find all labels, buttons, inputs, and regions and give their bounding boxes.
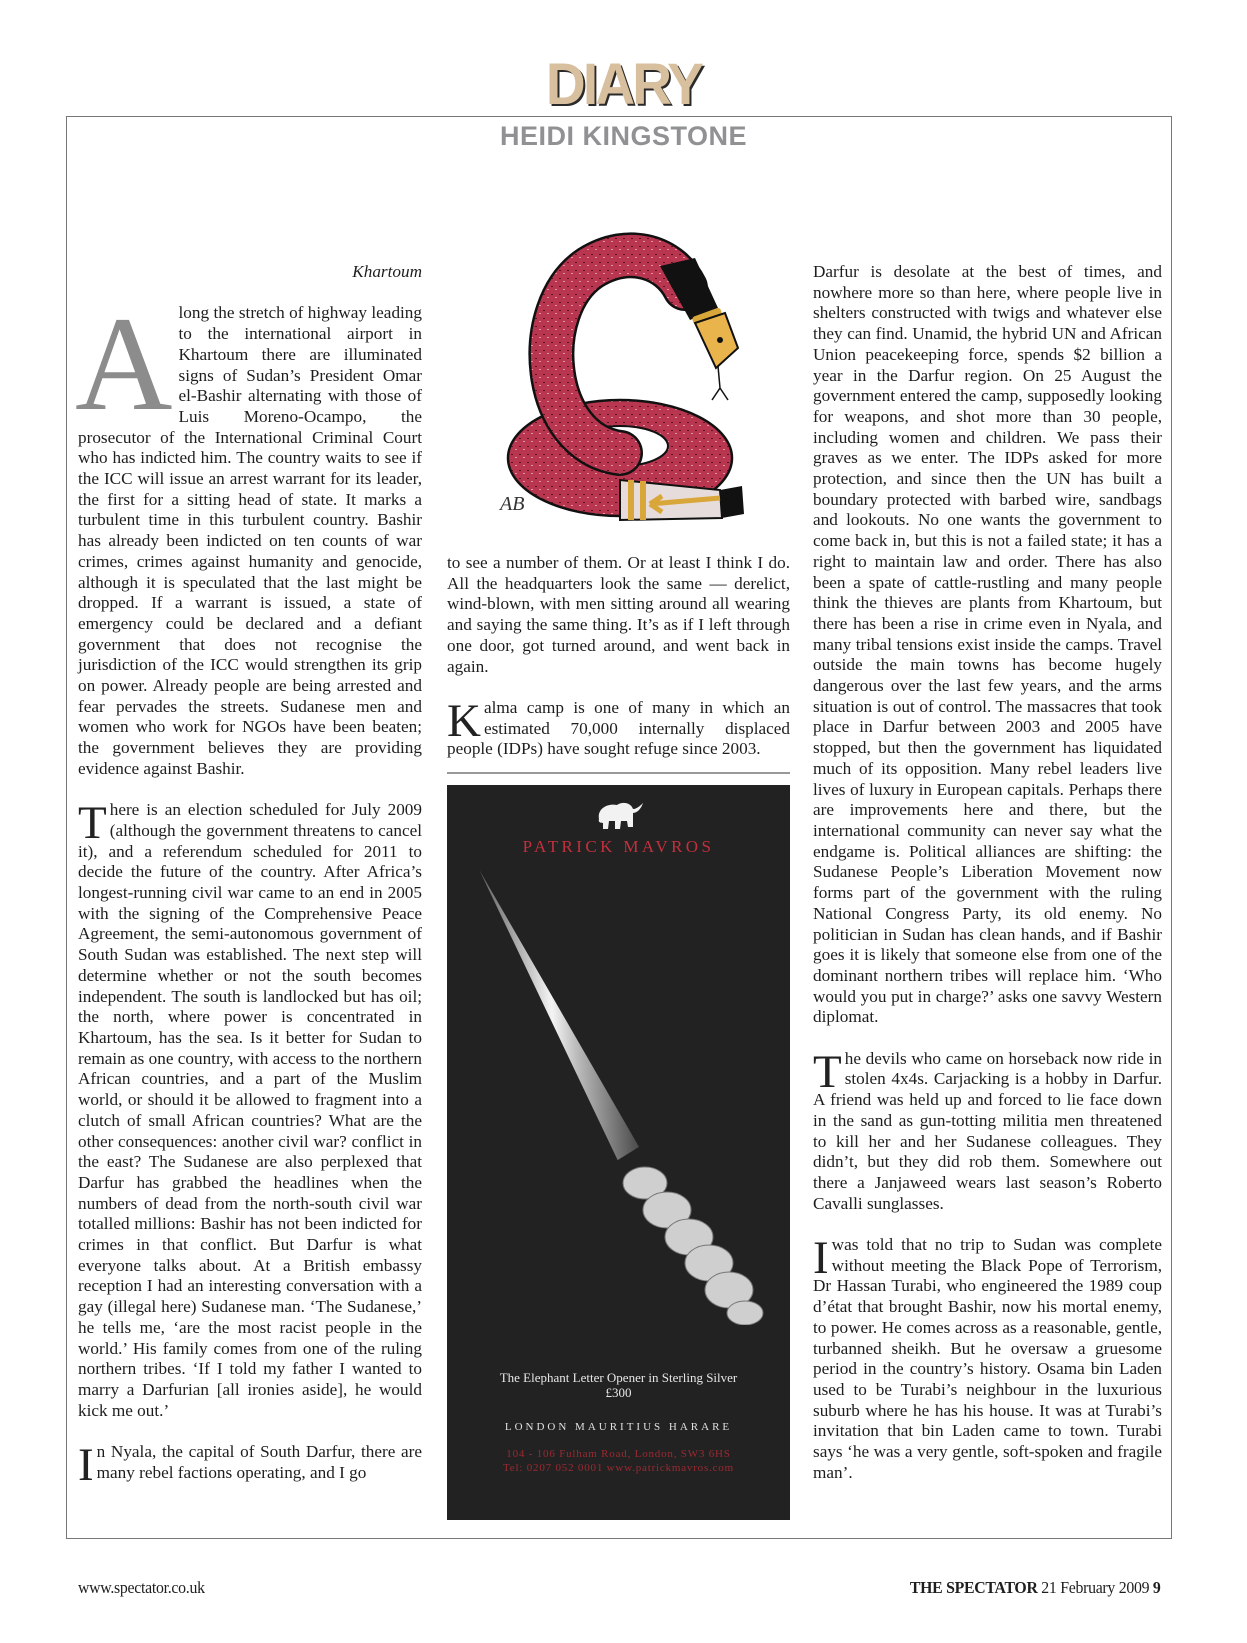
paragraph <box>813 1232 1162 1483</box>
letter-opener-image <box>477 865 777 1325</box>
article-column-1 <box>75 262 422 1492</box>
ad-brand: PATRICK MAVROS <box>522 837 715 856</box>
paragraph-text: alma camp is one of many in which an estimated 70,000 internally displaced people (IDPs) have sought refuge since 2003. <box>447 697 790 759</box>
section-title: DIARY <box>545 52 702 117</box>
elephant-icon <box>593 797 645 833</box>
drop-cap: T <box>78 797 107 850</box>
ad-cities: LONDON MAURITIUS HARARE <box>504 1421 733 1433</box>
author-byline: HEIDI KINGSTONE <box>499 121 748 151</box>
paragraph <box>78 797 422 1421</box>
ad-contact <box>447 1447 790 1475</box>
page-number: 9 <box>1153 1578 1161 1597</box>
ad-product-name: The Elephant Letter Opener in Sterling Silver <box>499 1370 738 1385</box>
footer-folio <box>910 1578 1161 1598</box>
paragraph-text: to see a number of them. Or at least I think I do. All the headquarters look the same — derelict, wind-blown, with men sitting around all wearing and saying the same thing. It’s as if I left through one door, got turned around, and went back in again. <box>447 553 790 676</box>
paragraph <box>78 1439 422 1492</box>
paragraph <box>75 290 422 779</box>
snake-tongue <box>712 366 728 400</box>
ad-price: £300 <box>605 1385 632 1400</box>
paragraph-text: long the stretch of highway leading to the international airport in Khartoum there are illuminated signs of Sudan’s President Omar el-Bashir alternating with those of Luis Moreno-Ocampo, the prosecutor of the International Criminal Court who has indicted him. The country waits to see if the ICC will issue an arrest warrant for its leader, the first for a sitting head of state. It marks a turbulent time in this turbulent country. Bashir has already been indicted on ten counts of war crimes, crimes against humanity and genocide, although it is speculated that the last might be dropped. If a warrant is issued, a state of emergency could be declared and a defiant government that does not recognise the jurisdiction of the ICC would strengthen its grip on power. Already people are being arrested and fear pervades the streets. Sudanese men and women who work for NGOs have been beaten; the government believes they are providing evidence against Bashir. <box>78 303 422 778</box>
paragraph <box>813 262 1162 1028</box>
issue-date: 21 February 2009 <box>1041 1578 1150 1597</box>
paragraph <box>447 694 790 760</box>
ad-product <box>447 1370 790 1400</box>
pen-snake-illustration <box>470 228 770 538</box>
paragraph-text: Darfur is desolate at the best of times, and nowhere more so than here, where people live in shelters constructed with twigs and whatever else they can find. Unamid, the hybrid UN and African Union peacekeeping force, spends $2 billion a year in the Darfur region. On 25 August the government entered the camp, supposedly looking for weapons, and shot more than 30 people, including women and children. We pass their graves as we enter. The IDPs asked for more protection, and since then the UN has built a boundary protected with barbed wire, sandbags and lookouts. No one wants the government to come back in, but this is not a failed state; it has a right to maintain law and order. There has also been a spate of cattle-rustling and many people think the thieves are plants from Khartoum, but there has been a rise in crime even in Nyala, and many tribal tensions exist inside the camps. Travel outside the main towns has become hugely dangerous over the last few years, and the arms situation is out of control. The massacres that took place in Darfur between 2003 and 2005 have stopped, but then the government has liquidated much of its opposition. Many rebel leaders live lives of luxury in European capitals. Perhaps there are improvements here and there, but the international community can never say what the endgame is. Political alliances are shifting: the Sudanese People’s Liberation Movement now forms part of the government with the ruling National Congress Party, its old enemy. No politician in Sudan has clean hands, and if Bashir goes it is likely that someone else from one of the dominant northern tribes will replace him. ‘Who would you put in charge?’ asks one savvy Western diplomat. <box>813 262 1162 1027</box>
publication-name: THE SPECTATOR <box>910 1578 1039 1597</box>
advertisement[interactable] <box>447 785 790 1520</box>
ad-address: 104 - 106 Fulham Road, London, SW3 6HS <box>506 1448 731 1460</box>
dateline: Khartoum <box>352 262 422 281</box>
elephant-handle <box>623 1167 763 1325</box>
drop-cap: K <box>447 694 481 747</box>
drop-cap: I <box>813 1232 829 1285</box>
paragraph-text: was told that no trip to Sudan was complete without meeting the Black Pope of Terrorism, Dr Hassan Turabi, who engineered the 1989 coup d’état that brought Bashir, now his mortal enemy, to power. He comes across as a reasonable, gentle, turbanned sheikh. But he oversaw a gruesome period in the country’s history. Osama bin Laden used to be Turabi’s neighbour in the luxurious suburb where he has his house. It was at Turabi’s invitation that bin Laden came to town. Turabi says ‘he was a very gentle, soft-spoken and fragile man’. <box>813 1235 1162 1482</box>
paragraph <box>813 1045 1162 1215</box>
article-column-2 <box>447 553 790 760</box>
article-column-3 <box>813 262 1162 1483</box>
paragraph-text: n Nyala, the capital of South Darfur, there are many rebel factions operating, and I go <box>96 1442 422 1482</box>
blade <box>479 865 639 1167</box>
ad-phone-website[interactable]: Tel: 0207 052 0001 www.patrickmavros.com <box>503 1462 734 1474</box>
drop-cap: T <box>813 1045 842 1098</box>
drop-cap: I <box>78 1439 94 1492</box>
drop-cap: A <box>75 290 173 440</box>
paragraph-text: here is an election scheduled for July 2009 (although the government threatens to cancel it), and a referendum scheduled for 2011 to decide the future of the country. After Africa’s longest-running civil war came to an end in 2005 with the signing of the Comprehensive Peace Agreement, the semi-autonomous government of South Sudan was established. The next step will determine whether or not the south becomes independent. The south is landlocked but has oil; the north, where power is concentrated in Khartoum, has the sea. Is it better for Sudan to remain as one country, with access to the northern African countries, and a part of the Muslim world, or should it be allowed to fragment into a clutch of small African countries? What are the other consequences: another civil war? conflict in the east? The Sudanese are also perplexed that Darfur has grabbed the headlines when the numbers of dead from the north-south civil war totalled millions: Bashir has not been indicted for crimes in that conflict. But Darfur is what everyone talks about. At a British embassy reception I had an interesting conversation with a gay (illegal here) Sudanese man. ‘The Sudanese,’ he tells me, ‘are the most racist people in the world.’ His family comes from one of the ruling northern tribes. ‘If I told my father I wanted to marry a Darfurian [all ironies aside], he would kick me out.’ <box>78 800 422 1420</box>
artist-signature: AB <box>500 493 525 515</box>
footer-website[interactable]: www.spectator.co.uk <box>78 1578 205 1597</box>
pen-nib-icon <box>695 313 738 368</box>
paragraph <box>447 553 790 677</box>
divider <box>447 772 790 774</box>
paragraph-text: he devils who came on horseback now ride in stolen 4x4s. Carjacking is a hobby in Darfur. A friend was held up and forced to lie face down in the sand as gun-totting militia men threatened to kill her and her Sudanese colleagues. They didn’t, but they did rob them. Somewhere out there a Janjaweed wears last season’s Roberto Cavalli sunglasses. <box>813 1048 1162 1213</box>
